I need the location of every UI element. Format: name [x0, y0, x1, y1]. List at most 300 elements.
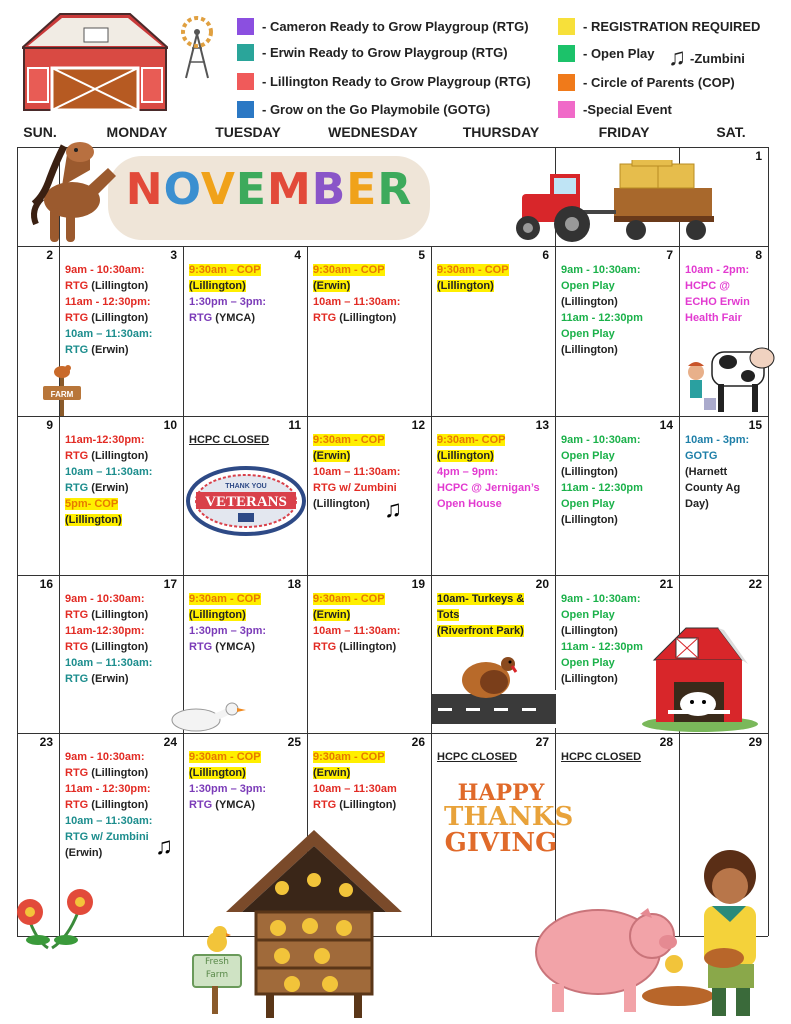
day-number: 27 — [535, 735, 549, 749]
event-text: (Lillington) — [336, 312, 397, 324]
event-text: ECHO Erwin — [685, 296, 750, 308]
event-text: 10am – 11:30am: — [65, 815, 153, 827]
event-text: (Erwin) — [65, 847, 103, 859]
event-text: HCPC CLOSED — [561, 751, 642, 763]
event-text: 11am - 12:30pm — [561, 641, 643, 653]
veterans-sticker — [186, 466, 306, 536]
event-line — [313, 294, 427, 310]
event-text: (Lillington) — [437, 450, 494, 462]
zumbini-legend — [668, 44, 745, 72]
day-header: SUN. — [23, 124, 57, 140]
event-list — [561, 749, 675, 765]
event-line — [65, 765, 179, 781]
event-line — [189, 607, 303, 623]
day-header: THURSDAY — [462, 124, 540, 140]
day-number: 29 — [748, 735, 762, 749]
event-text: GOTG — [685, 450, 718, 462]
event-line — [561, 496, 675, 512]
music-note-icon: ♫ — [155, 833, 173, 860]
sign-post — [212, 986, 218, 1014]
event-text: RTG — [65, 450, 89, 462]
event-line — [65, 464, 179, 480]
event-text: 10am – 11:30am: — [65, 657, 153, 669]
event-text: (Lillington) — [189, 280, 246, 292]
event-line — [561, 464, 675, 480]
event-text: (YMCA) — [212, 312, 256, 324]
event-text: (Riverfront Park) — [437, 625, 524, 637]
event-text: 9am - 10:30am: — [561, 264, 641, 276]
event-line — [313, 639, 427, 655]
event-line — [65, 591, 179, 607]
legend-item — [237, 73, 531, 90]
day-number: 1 — [755, 149, 762, 163]
event-text: 5pm- COP — [65, 498, 119, 510]
event-line — [561, 480, 675, 496]
day-number: 2 — [46, 248, 53, 262]
event-line — [313, 591, 427, 607]
event-text: 1:30pm – 3pm: — [189, 783, 267, 795]
calendar-day-cell[interactable] — [17, 575, 59, 733]
chick-illustration — [202, 924, 232, 954]
event-line — [65, 342, 179, 358]
event-text: RTG w/ Zumbini — [65, 831, 149, 843]
event-text: 11am-12:30pm: — [65, 625, 145, 637]
month-letter: V — [200, 164, 236, 215]
event-text: (Harnett — [685, 466, 728, 478]
event-text: (YMCA) — [212, 641, 256, 653]
day-number: 16 — [39, 577, 53, 591]
event-line — [313, 480, 427, 496]
calendar-day-cell[interactable] — [307, 416, 431, 575]
event-text: RTG — [65, 609, 89, 621]
event-text: (YMCA) — [212, 799, 256, 811]
event-line — [313, 607, 427, 623]
day-number: 14 — [659, 418, 673, 432]
event-list — [313, 432, 427, 512]
day-number: 6 — [542, 248, 549, 262]
day-number: 9 — [46, 418, 53, 432]
event-line — [561, 749, 675, 765]
event-list — [313, 262, 427, 326]
day-number: 5 — [418, 248, 425, 262]
barn-cow-illustration — [638, 620, 760, 732]
event-text: Day) — [685, 498, 709, 510]
event-line — [685, 262, 764, 278]
legend-swatch — [237, 101, 254, 118]
event-text: 1:30pm – 3pm: — [189, 625, 267, 637]
day-number: 11 — [288, 418, 301, 432]
event-text: 11am - 12:30pm: — [65, 296, 151, 308]
calendar-day-cell[interactable] — [555, 416, 679, 575]
event-text: RTG — [313, 312, 337, 324]
legend-item — [237, 18, 529, 35]
event-line — [65, 655, 179, 671]
event-line — [561, 326, 675, 342]
event-line — [65, 448, 179, 464]
legend-swatch — [237, 73, 254, 90]
horse-illustration — [26, 138, 120, 246]
month-title — [108, 164, 430, 215]
event-line — [189, 432, 303, 448]
event-text: 9:30am - COP — [189, 751, 261, 763]
event-list — [65, 432, 179, 528]
event-text: (Lillington) — [561, 344, 618, 356]
event-line — [189, 639, 303, 655]
event-line — [685, 496, 764, 512]
event-text: (Lillington) — [561, 296, 618, 308]
event-line — [65, 262, 179, 278]
event-line — [685, 432, 764, 448]
event-text: 10am – 11:30am — [313, 783, 397, 795]
event-text: Open Play — [561, 280, 615, 292]
event-text: 1:30pm – 3pm: — [189, 296, 267, 308]
event-list — [561, 262, 675, 358]
event-text: RTG w/ Zumbini — [313, 482, 397, 494]
event-list — [685, 262, 764, 326]
event-list — [189, 749, 303, 813]
event-text: (Lillington) — [88, 280, 149, 292]
day-number: 15 — [748, 418, 762, 432]
legend-item — [558, 74, 735, 91]
event-text: (Lillington) — [336, 799, 397, 811]
flowers-illustration — [8, 882, 100, 952]
event-text: 9:30am - COP — [313, 593, 385, 605]
event-list — [437, 432, 551, 512]
event-list — [561, 432, 675, 528]
event-line — [313, 749, 427, 765]
turkey-road-illustration — [432, 650, 556, 730]
month-letter: N — [125, 164, 164, 215]
event-text: (Lillington) — [561, 625, 618, 637]
day-number: 10 — [163, 418, 177, 432]
event-text: 10am – 11:30am: — [65, 328, 153, 340]
legend-label: -Special Event — [583, 102, 672, 117]
event-line — [65, 432, 179, 448]
event-line — [65, 623, 179, 639]
calendar-day-cell[interactable] — [555, 246, 679, 416]
event-text: RTG — [65, 482, 89, 494]
event-line — [313, 781, 427, 797]
event-text: HCPC @ Jernigan’s — [437, 482, 540, 494]
day-header: MONDAY — [106, 124, 168, 140]
event-text: Open Play — [561, 498, 615, 510]
event-text: Tots — [437, 609, 460, 621]
month-letter: E — [235, 164, 267, 215]
event-text: 10am – 11:30am: — [313, 625, 401, 637]
event-text: 9am - 10:30am: — [65, 751, 145, 763]
event-line — [189, 278, 303, 294]
event-line — [65, 797, 179, 813]
event-line — [65, 639, 179, 655]
event-text: 9am - 10:30am: — [65, 264, 145, 276]
event-text: (Lillington) — [437, 280, 494, 292]
event-line — [65, 278, 179, 294]
day-header: SAT. — [716, 124, 746, 140]
event-text: County Ag — [685, 482, 741, 494]
event-line — [561, 591, 675, 607]
event-list — [189, 432, 303, 448]
event-text: (Erwin) — [313, 450, 351, 462]
legend-swatch — [237, 18, 254, 35]
event-line — [65, 607, 179, 623]
event-text: RTG — [189, 312, 213, 324]
event-line — [65, 310, 179, 326]
event-text: 11am-12:30pm: — [65, 434, 145, 446]
event-text: Open Play — [561, 328, 615, 340]
event-line — [313, 765, 427, 781]
legend-swatch — [558, 18, 575, 35]
chicken-coop-illustration — [226, 830, 402, 1020]
event-line — [313, 262, 427, 278]
music-note-icon: ♫ — [384, 496, 402, 523]
event-text: (Lillington) — [88, 641, 149, 653]
event-line — [437, 749, 551, 765]
event-line — [437, 607, 551, 623]
event-line — [313, 464, 427, 480]
legend-label: - Cameron Ready to Grow Playgroup (RTG) — [262, 19, 529, 34]
fresh-farm-sign — [192, 954, 242, 988]
event-line — [685, 294, 764, 310]
event-line — [189, 781, 303, 797]
event-text: 9am - 10:30am: — [561, 593, 641, 605]
day-number: 17 — [163, 577, 177, 591]
event-text: 11am - 12:30pm — [561, 482, 643, 494]
event-text: 10am – 11:30am: — [313, 296, 401, 308]
event-list — [65, 591, 179, 687]
event-text: Open Play — [561, 657, 615, 669]
event-line — [437, 480, 551, 496]
event-list — [437, 262, 551, 294]
event-text: Open House — [437, 498, 502, 510]
event-text: RTG — [65, 280, 89, 292]
day-number: 12 — [411, 418, 425, 432]
legend-swatch — [237, 44, 254, 61]
event-text: (Lillington) — [88, 799, 149, 811]
legend-label: - Erwin Ready to Grow Playgroup (RTG) — [262, 45, 508, 60]
event-list — [189, 591, 303, 655]
event-line — [561, 512, 675, 528]
event-line — [561, 278, 675, 294]
event-text: (Erwin) — [313, 767, 351, 779]
legend-swatch — [558, 101, 575, 118]
tractor-illustration — [508, 160, 720, 244]
event-line — [189, 294, 303, 310]
music-note-icon: ♫ — [668, 44, 686, 71]
event-text: RTG — [189, 799, 213, 811]
event-list — [65, 262, 179, 358]
goose-illustration — [168, 700, 246, 736]
event-line — [189, 310, 303, 326]
legend-label: - Open Play — [583, 46, 655, 61]
event-line — [437, 464, 551, 480]
event-line — [65, 671, 179, 687]
legend-label: - Lillington Ready to Grow Playgroup (RTG) — [262, 74, 531, 89]
event-text: (Erwin) — [88, 482, 129, 494]
event-text: RTG — [65, 673, 89, 685]
event-line — [313, 623, 427, 639]
event-list — [437, 591, 551, 639]
calendar-day-cell[interactable] — [307, 246, 431, 416]
event-line — [313, 448, 427, 464]
thanksgiving-thanks: THANKS — [444, 802, 574, 832]
event-text: 9:30am - COP — [437, 264, 509, 276]
event-text: 10am - 3pm: — [685, 434, 750, 446]
day-number: 19 — [411, 577, 425, 591]
event-text: (Erwin) — [88, 344, 129, 356]
event-line — [437, 262, 551, 278]
event-text: 9am - 10:30am: — [65, 593, 145, 605]
day-number: 18 — [287, 577, 301, 591]
event-line — [561, 448, 675, 464]
month-letter: E — [346, 164, 378, 215]
calendar-day-cell[interactable] — [183, 246, 307, 416]
event-list — [313, 749, 427, 813]
day-number: 13 — [535, 418, 549, 432]
event-text: RTG — [65, 799, 89, 811]
event-text: 4pm – 9pm: — [437, 466, 499, 478]
farm-sign-illustration — [40, 362, 86, 416]
day-number: 4 — [294, 248, 301, 262]
calendar-day-cell[interactable] — [59, 575, 183, 733]
month-letter: B — [311, 164, 347, 215]
day-number: 23 — [39, 735, 53, 749]
event-line — [561, 294, 675, 310]
event-line — [189, 591, 303, 607]
event-text: HCPC CLOSED — [437, 751, 518, 763]
month-letter: R — [377, 164, 413, 215]
event-line — [65, 749, 179, 765]
event-text: Health Fair — [685, 312, 742, 324]
event-text: 11am - 12:30pm: — [65, 783, 151, 795]
event-text: (Lillington) — [561, 466, 618, 478]
event-text: (Lillington) — [561, 514, 618, 526]
event-line — [65, 781, 179, 797]
event-text: 9:30am - COP — [189, 264, 261, 276]
event-line — [65, 294, 179, 310]
windmill-illustration — [174, 14, 220, 80]
thanksgiving-happy: HAPPY — [457, 780, 545, 806]
month-letter: M — [266, 164, 312, 215]
calendar-day-cell[interactable] — [17, 416, 59, 575]
event-line — [189, 749, 303, 765]
event-line — [685, 480, 764, 496]
event-text: RTG — [65, 767, 89, 779]
event-text: 9:30am - COP — [313, 434, 385, 446]
barn-illustration — [22, 10, 168, 112]
event-line — [65, 512, 179, 528]
day-number: 26 — [411, 735, 425, 749]
event-line — [437, 278, 551, 294]
event-text: RTG — [313, 641, 337, 653]
event-text: (Erwin) — [313, 280, 351, 292]
event-text: (Lillington) — [88, 450, 149, 462]
cow-illustration — [682, 336, 778, 416]
event-line — [313, 432, 427, 448]
event-line — [437, 623, 551, 639]
event-text: 11am - 12:30pm — [561, 312, 643, 324]
event-line — [561, 310, 675, 326]
farm-sign-text: FARM — [50, 390, 74, 399]
event-text: Open Play — [561, 450, 615, 462]
event-line — [189, 765, 303, 781]
event-text: RTG — [313, 799, 337, 811]
legend-swatch — [558, 74, 575, 91]
event-text: 9:30am - COP — [313, 264, 385, 276]
event-list — [313, 591, 427, 655]
legend-item — [558, 101, 672, 118]
event-text: 10am - 2pm: — [685, 264, 750, 276]
event-line — [65, 326, 179, 342]
event-line — [313, 310, 427, 326]
event-text: 9:30am- COP — [437, 434, 506, 446]
event-line — [313, 496, 427, 512]
event-text: (Lillington) — [88, 312, 149, 324]
legend-swatch — [558, 45, 575, 62]
calendar-day-cell[interactable] — [431, 416, 555, 575]
event-line — [561, 342, 675, 358]
event-text: HCPC CLOSED — [189, 434, 270, 446]
fresh-sign-line-2: Farm — [205, 970, 229, 980]
event-line — [65, 813, 179, 829]
calendar-day-cell[interactable] — [679, 416, 768, 575]
event-line — [313, 797, 427, 813]
event-line — [437, 496, 551, 512]
thanksgiving-giving: GIVING — [444, 828, 558, 858]
event-line — [65, 496, 179, 512]
event-text: 9:30am - COP — [189, 593, 261, 605]
legend-label: - Circle of Parents (COP) — [583, 75, 735, 90]
grid-line — [768, 147, 769, 936]
event-line — [437, 448, 551, 464]
legend-item — [558, 45, 655, 62]
event-text: 9:30am - COP — [313, 751, 385, 763]
event-text: RTG — [65, 344, 89, 356]
day-number: 8 — [755, 248, 762, 262]
event-text: (Erwin) — [88, 673, 129, 685]
event-line — [189, 623, 303, 639]
day-number: 22 — [748, 577, 762, 591]
legend-item — [237, 101, 490, 118]
event-text: RTG — [189, 641, 213, 653]
event-text: 10am – 11:30am: — [65, 466, 153, 478]
legend-label: - Grow on the Go Playmobile (GOTG) — [262, 102, 491, 117]
day-number: 24 — [163, 735, 177, 749]
event-line — [685, 448, 764, 464]
event-list — [685, 432, 764, 512]
month-letter: O — [163, 164, 201, 215]
event-text: (Lillington) — [88, 767, 149, 779]
event-text: (Lillington) — [561, 673, 618, 685]
event-text: (Erwin) — [313, 609, 351, 621]
zumbini-label: -Zumbini — [690, 50, 745, 66]
day-number: 25 — [287, 735, 301, 749]
event-text: RTG — [65, 641, 89, 653]
calendar-day-cell[interactable] — [307, 575, 431, 733]
event-text: (Lillington) — [189, 609, 246, 621]
event-line — [437, 432, 551, 448]
event-line — [189, 262, 303, 278]
calendar-day-cell[interactable] — [59, 416, 183, 575]
event-line — [685, 278, 764, 294]
event-line — [685, 464, 764, 480]
calendar-day-cell[interactable] — [431, 246, 555, 416]
event-line — [561, 432, 675, 448]
event-text: (Lillington) — [313, 498, 370, 510]
day-number: 20 — [535, 577, 549, 591]
day-number: 21 — [659, 577, 673, 591]
day-number: 7 — [666, 248, 673, 262]
fresh-sign-line-1: Fresh — [205, 957, 229, 967]
